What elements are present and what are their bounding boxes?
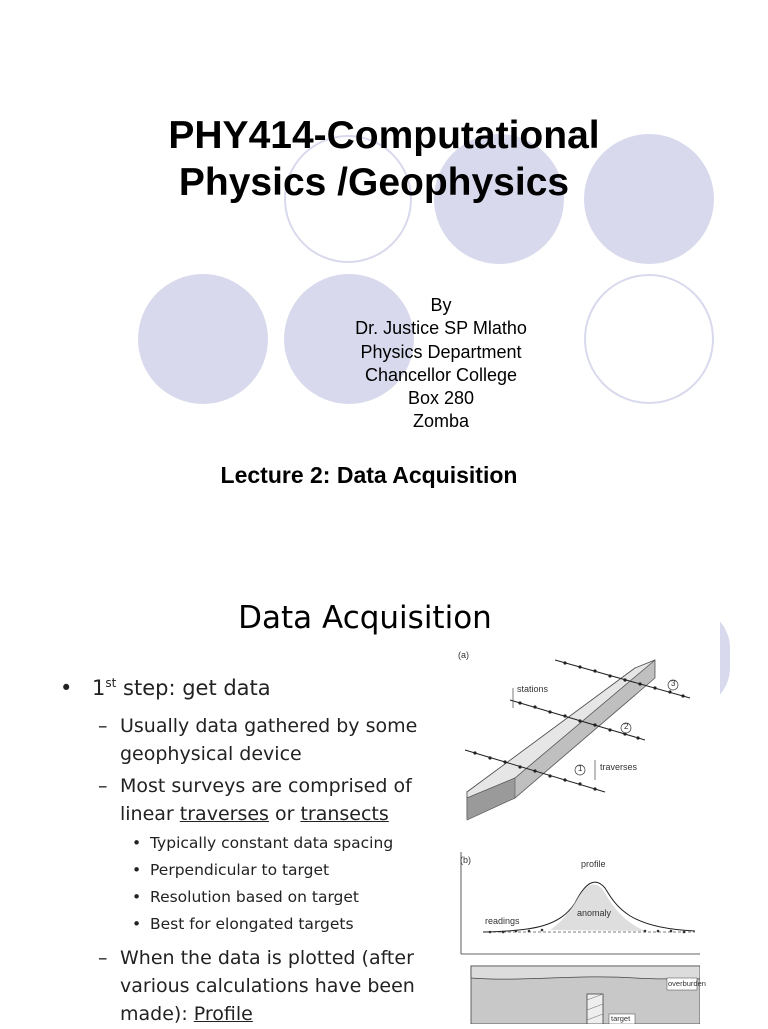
author-line: Dr. Justice SP Mlatho — [355, 318, 527, 339]
figure-label-traverses: traverses — [600, 762, 638, 772]
survey-figure — [455, 648, 706, 1024]
author-block — [0, 294, 768, 434]
figure-label-profile: profile — [581, 859, 606, 869]
bullet-level-2: – When the data is plotted (after various calculations have been made): Profile — [98, 947, 415, 1025]
author-line: By — [430, 295, 452, 315]
bullet-level-3: • Best for elongated targets — [132, 915, 354, 933]
figure-label-anomaly: anomaly — [577, 908, 612, 918]
figure-label-stations: stations — [517, 684, 549, 694]
figure-label-readings: readings — [485, 916, 520, 926]
slide2-title: Data Acquisition — [238, 600, 492, 636]
bullet-level-2: – Most surveys are comprised of linear traverses or transects — [98, 775, 412, 825]
author-line: Box 280 — [407, 388, 475, 409]
figure-number-2: 2 — [624, 722, 629, 731]
author-line: Chancellor College — [364, 364, 518, 385]
bullet-level-2: – Usually data gathered by some geophysical device — [98, 715, 418, 765]
bullet-level-3: • Typically constant data spacing — [132, 834, 394, 852]
figure-label-b: (b) — [460, 855, 471, 865]
bullet-level-3: • Resolution based on target — [132, 888, 359, 906]
figure-number-3: 3 — [671, 679, 676, 688]
lecture-title: Lecture 2: Data Acquisition — [220, 462, 518, 488]
figure-label-a: (a) — [458, 650, 469, 660]
bullet-dot: • — [60, 676, 73, 700]
bullet-level-3: • Perpendicular to target — [132, 861, 330, 879]
author-line: Physics Department — [360, 341, 522, 362]
survey-diagram — [455, 648, 700, 1024]
figure-label-overburden: overburden — [668, 979, 706, 988]
title-line-2: Physics /Geophysics — [178, 161, 570, 204]
title-line-1: PHY414-Computational — [168, 114, 600, 157]
bullet-level-1: • 1st step: get data — [60, 676, 271, 700]
slide-title — [0, 112, 768, 206]
figure-number-1: 1 — [578, 764, 583, 773]
author-line: Zomba — [412, 411, 470, 432]
figure-label-target: target — [611, 1014, 631, 1023]
